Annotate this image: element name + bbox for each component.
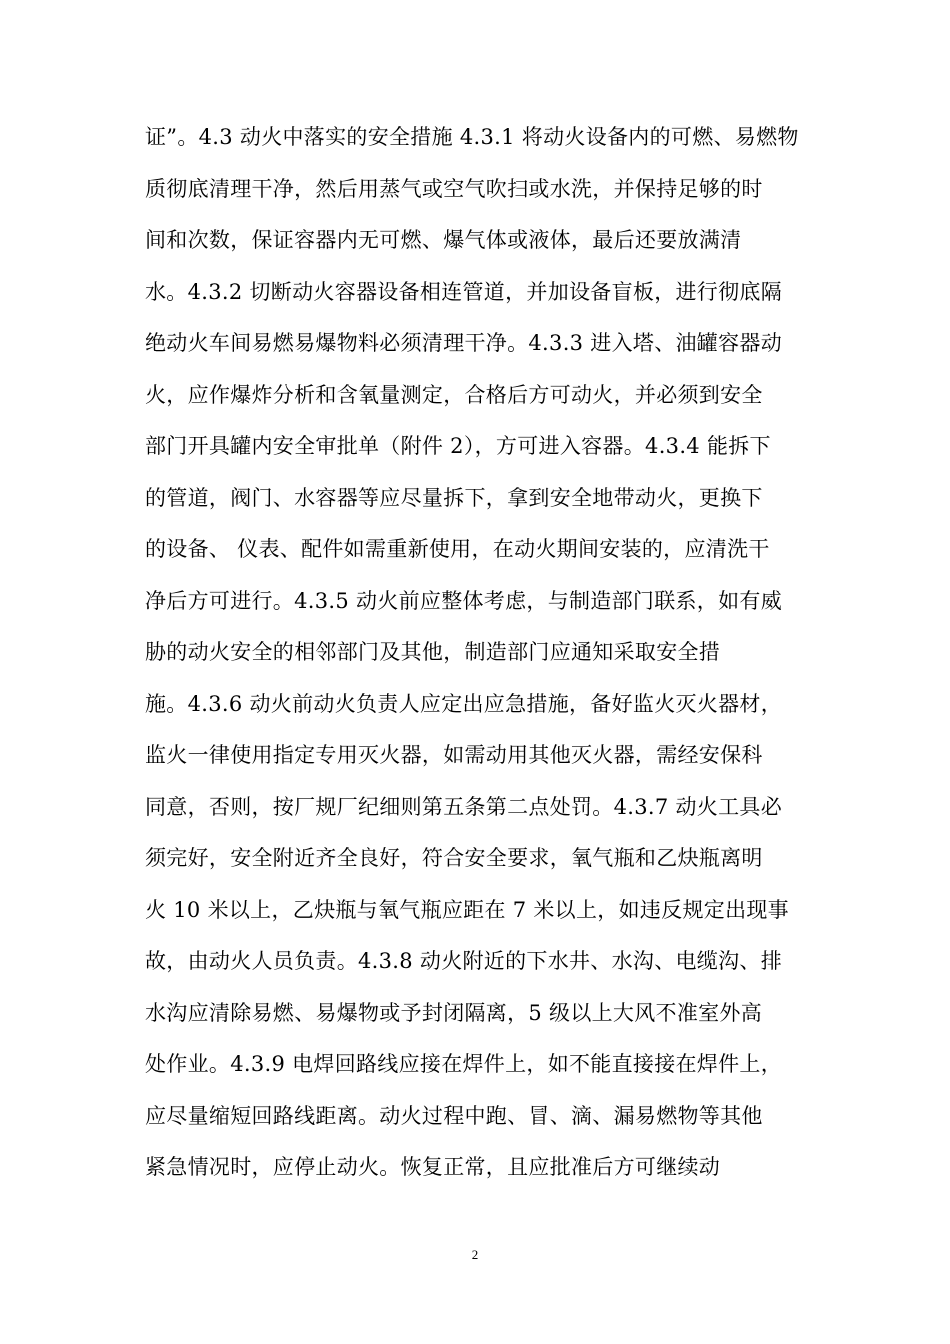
text-line: 间和次数，保证容器内无可燃、爆气体或液体，最后还要放满清: [145, 228, 742, 252]
text-line: 胁的动火安全的相邻部门及其他，制造部门应通知采取安全措: [145, 640, 721, 664]
text-line: 的管道，阀门、水容器等应尽量拆下，拿到安全地带动火，更换下: [145, 485, 763, 510]
text-line: 同意，否则，按厂规厂纪细则第五条第二点处罚。4.3.7 动火工具必: [145, 794, 783, 819]
text-line: 故，由动火人员负责。4.3.8 动火附近的下水井、水沟、电缆沟、排: [145, 949, 783, 973]
body-text: [145, 112, 815, 1194]
text-line: 部门开具罐内安全审批单（附件 2），方可进入容器。4.3.4 能拆下: [145, 434, 771, 458]
text-line: 净后方可进行。4.3.5 动火前应整体考虑，与制造部门联系，如有威: [145, 588, 783, 613]
text-line: 处作业。4.3.9 电焊回路线应接在焊件上，如不能直接接在焊件上，: [145, 1052, 783, 1076]
page-number: 2: [471, 1247, 479, 1262]
text-line: 施。4.3.6 动火前动火负责人应定出应急措施，备好监火灭火器材，: [145, 691, 783, 716]
text-line: 须完好，安全附近齐全良好，符合安全要求，氧气瓶和乙炔瓶离明: [145, 846, 763, 870]
text-line: 质彻底清理干净，然后用蒸气或空气吹扫或水洗，并保持足够的时: [145, 176, 763, 201]
text-line: 的设备、 仪表、配件如需重新使用，在动火期间安装的，应清洗干: [145, 537, 770, 561]
text-line: 绝动火车间易燃易爆物料必须清理干净。4.3.3 进入塔、油罐容器动: [145, 331, 783, 355]
text-line: 应尽量缩短回路线距离。动火过程中跑、冒、滴、漏易燃物等其他: [145, 1103, 763, 1128]
text-line: 火，应作爆炸分析和含氧量测定，合格后方可动火，并必须到安全: [145, 382, 763, 407]
text-line: 水。4.3.2 切断动火容器设备相连管道，并加设备盲板，进行彻底隔: [145, 279, 783, 304]
text-line: 证”。4.3 动火中落实的安全措施 4.3.1 将动火设备内的可燃、易燃物: [145, 125, 799, 149]
text-line: 水沟应清除易燃、易爆物或予封闭隔离，5 级以上大风不准室外高: [145, 1000, 763, 1025]
text-line: 火 10 米以上，乙炔瓶与氧气瓶应距在 7 米以上，如违反规定出现事: [145, 897, 789, 922]
text-line: 紧急情况时，应停止动火。恢复正常，且应批准后方可继续动: [145, 1155, 721, 1179]
text-line: 监火一律使用指定专用灭火器，如需动用其他灭火器，需经安保科: [145, 743, 763, 767]
